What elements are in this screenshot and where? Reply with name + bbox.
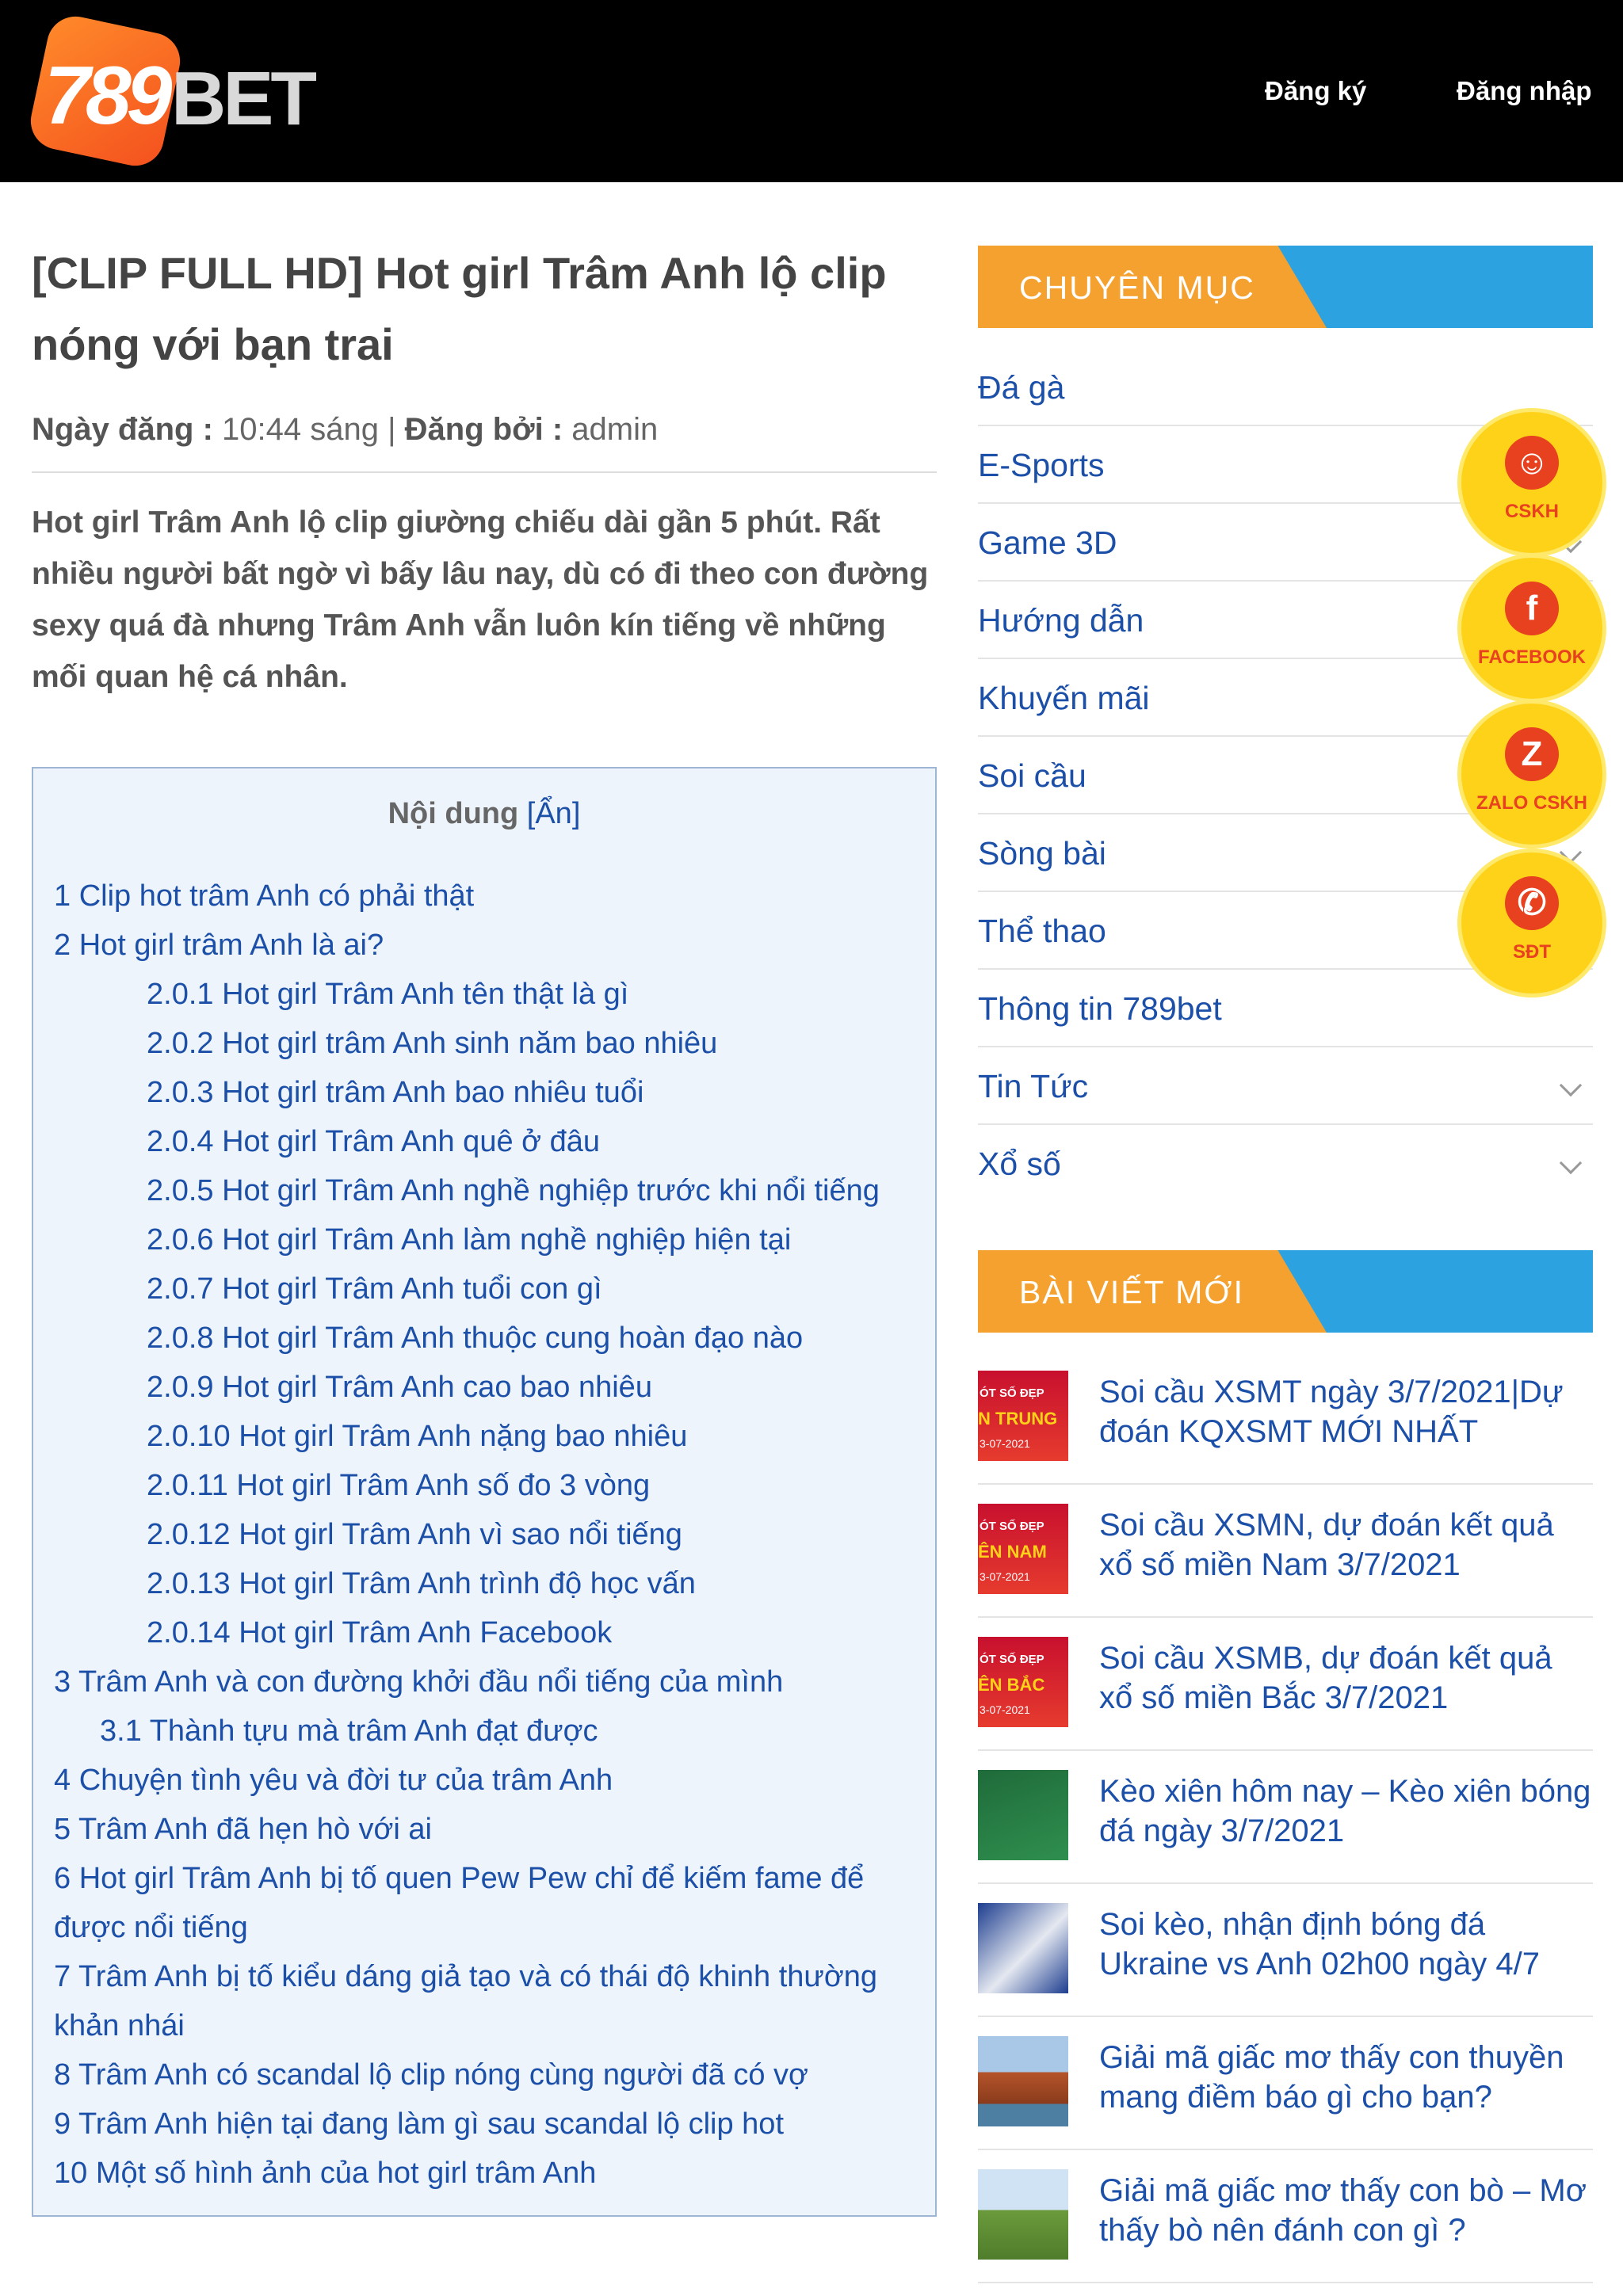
date-value: 10:44 sáng [222, 412, 379, 447]
category-label[interactable]: Hướng dẫn [978, 602, 1144, 639]
toc-toggle[interactable]: [Ẩn] [526, 797, 581, 830]
toc-item[interactable]: 3.1 Thành tựu mà trâm Anh đạt được [100, 1714, 598, 1748]
categories-header [978, 246, 1593, 328]
post-item[interactable] [978, 2017, 1593, 2150]
logo-number: 789 [44, 50, 168, 142]
site-logo[interactable] [30, 11, 314, 174]
thumbnail-text: 3-07-2021 [980, 1703, 1030, 1716]
category-label[interactable]: Sòng bài [978, 835, 1106, 871]
toc-title: Nội dung [388, 797, 519, 830]
site-header [0, 0, 1623, 182]
toc-item[interactable]: 9 Trâm Anh hiện tại đang làm gì sau scandal lộ clip hot [54, 2107, 784, 2141]
post-title-link[interactable]: Soi cầu XSMB, dự đoán kết quả xổ số miền Bắc 3/7/2021 [1099, 1641, 1552, 1715]
date-label: Ngày đăng : [32, 412, 213, 447]
category-item[interactable] [978, 1125, 1593, 1203]
chevron-down-icon[interactable] [1560, 1152, 1582, 1174]
category-label[interactable]: Thể thao [978, 913, 1106, 949]
toc-item[interactable]: 2.0.12 Hot girl Trâm Anh vì sao nổi tiếng [147, 1518, 682, 1551]
author-label: Đăng bởi : [404, 412, 563, 447]
thumbnail-text: ÓT SỐ ĐẸP [980, 1653, 1044, 1666]
toc-item[interactable]: 10 Một số hình ảnh của hot girl trâm Anh [54, 2157, 597, 2190]
contact-label: CSKH [1504, 501, 1559, 522]
post-title-link[interactable]: Giải mã giấc mơ thấy con thuyền mang điềm báo gì cho bạn? [1099, 2040, 1564, 2115]
categories-title: CHUYÊN MỤC [1019, 269, 1255, 306]
toc-item[interactable]: 2.0.2 Hot girl trâm Anh sinh năm bao nhiêu [147, 1027, 718, 1060]
thumbnail-text: ÊN NAM [978, 1542, 1047, 1562]
thumbnail-text: ÓT SỐ ĐẸP [980, 1386, 1044, 1400]
category-label[interactable]: E-Sports [978, 447, 1105, 483]
article-meta [32, 412, 937, 448]
post-thumbnail[interactable] [978, 1770, 1068, 1860]
toc-item[interactable]: 4 Chuyện tình yêu và đời tư của trâm Anh [54, 1764, 613, 1797]
thumbnail-text: 3-07-2021 [980, 1570, 1030, 1583]
new-posts-header [978, 1250, 1593, 1333]
post-title-link[interactable]: Soi cầu XSMT ngày 3/7/2021|Dự đoán KQXSMT MỚI NHẤT [1099, 1375, 1564, 1449]
toc-item[interactable]: 2.0.7 Hot girl Trâm Anh tuổi con gì [147, 1272, 602, 1306]
category-label[interactable]: Tin Tức [978, 1068, 1089, 1104]
meta-separator: | [388, 412, 396, 447]
post-item[interactable] [978, 2150, 1593, 2283]
category-label[interactable]: Thông tin 789bet [978, 990, 1222, 1027]
post-thumbnail[interactable] [978, 1371, 1068, 1461]
logo-word: BET [171, 56, 314, 141]
post-item[interactable] [978, 1485, 1593, 1618]
cskh-button[interactable] [1461, 412, 1602, 553]
thumbnail-text: ÓT SỐ ĐẸP [980, 1520, 1044, 1533]
category-label[interactable]: Khuyến mãi [978, 680, 1150, 716]
toc-list [54, 871, 915, 2198]
article [32, 238, 937, 703]
category-item[interactable] [978, 349, 1593, 426]
toc-item[interactable]: 2 Hot girl trâm Anh là ai? [54, 929, 384, 962]
headset-icon: ☺ [1505, 436, 1559, 490]
category-label[interactable]: Đá gà [978, 369, 1065, 406]
new-posts-list [978, 1352, 1593, 2283]
thumbnail-text: N TRUNG [978, 1409, 1058, 1428]
post-title-link[interactable]: Giải mã giấc mơ thấy con bò – Mơ thấy bò nên đánh con gì ? [1099, 2173, 1587, 2248]
toc-item[interactable]: 3 Trâm Anh và con đường khởi đầu nổi tiếng của mình [54, 1665, 784, 1699]
post-title-link[interactable]: Soi cầu XSMN, dự đoán kết quả xổ số miền Nam 3/7/2021 [1099, 1508, 1554, 1582]
toc-item[interactable]: 5 Trâm Anh đã hẹn hò với ai [54, 1813, 432, 1846]
contact-label: ZALO CSKH [1476, 792, 1587, 814]
toc-item[interactable]: 2.0.3 Hot girl trâm Anh bao nhiêu tuổi [147, 1076, 644, 1109]
login-link[interactable]: Đăng nhập [1457, 76, 1592, 105]
article-title: [CLIP FULL HD] Hot girl Trâm Anh lộ clip nóng với bạn trai [32, 248, 887, 369]
toc-item[interactable]: 6 Hot girl Trâm Anh bị tố quen Pew Pew chỉ để kiếm fame để được nổi tiếng [54, 1862, 865, 1944]
sđt-button[interactable] [1461, 852, 1602, 994]
post-thumbnail[interactable] [978, 2036, 1068, 2126]
category-label[interactable]: Soi cầu [978, 757, 1086, 794]
table-of-contents [32, 767, 937, 2217]
category-item[interactable] [978, 1047, 1593, 1125]
facebook-button[interactable] [1461, 558, 1602, 699]
post-item[interactable] [978, 1751, 1593, 1884]
post-thumbnail[interactable] [978, 1504, 1068, 1594]
thumbnail-text: 3-07-2021 [980, 1437, 1030, 1450]
new-posts-title: BÀI VIẾT MỚI [1019, 1274, 1244, 1310]
post-thumbnail[interactable] [978, 1903, 1068, 1993]
phone-icon: ✆ [1505, 876, 1559, 930]
toc-item[interactable]: 2.0.13 Hot girl Trâm Anh trình độ học vấn [147, 1567, 696, 1600]
post-item[interactable] [978, 1884, 1593, 2017]
toc-item[interactable]: 2.0.9 Hot girl Trâm Anh cao bao nhiêu [147, 1371, 652, 1404]
category-label[interactable]: Game 3D [978, 524, 1117, 561]
toc-item[interactable]: 2.0.14 Hot girl Trâm Anh Facebook [147, 1616, 613, 1650]
facebook-icon: f [1505, 582, 1559, 635]
chevron-down-icon[interactable] [1560, 1074, 1582, 1097]
post-title-link[interactable]: Kèo xiên hôm nay – Kèo xiên bóng đá ngày 3/7/2021 [1099, 1774, 1591, 1848]
toc-item[interactable]: 2.0.8 Hot girl Trâm Anh thuộc cung hoàn đạo nào [147, 1322, 804, 1355]
register-link[interactable]: Đăng ký [1265, 76, 1367, 105]
toc-header [33, 797, 935, 831]
post-item[interactable] [978, 1618, 1593, 1751]
toc-item[interactable]: 2.0.10 Hot girl Trâm Anh nặng bao nhiêu [147, 1420, 688, 1453]
toc-item[interactable]: 2.0.6 Hot girl Trâm Anh làm nghề nghiệp hiện tại [147, 1223, 792, 1257]
category-label[interactable]: Xổ số [978, 1146, 1061, 1182]
author-value: admin [571, 412, 659, 447]
zalo-icon: Z [1505, 727, 1559, 781]
post-thumbnail[interactable] [978, 2169, 1068, 2260]
post-thumbnail[interactable] [978, 1637, 1068, 1727]
meta-divider [32, 471, 937, 473]
post-title-link[interactable]: Soi kèo, nhận định bóng đá Ukraine vs Anh 02h00 ngày 4/7 [1099, 1907, 1540, 1981]
toc-item[interactable]: 1 Clip hot trâm Anh có phải thật [54, 879, 475, 913]
post-item[interactable] [978, 1352, 1593, 1485]
thumbnail-text: ÊN BẮC [978, 1675, 1045, 1695]
toc-item[interactable]: 2.0.5 Hot girl Trâm Anh nghề nghiệp trước khi nổi tiếng [147, 1174, 880, 1207]
contact-label: FACEBOOK [1477, 646, 1586, 668]
zalo-cskh-button[interactable] [1461, 704, 1602, 845]
toc-item[interactable]: 2.0.4 Hot girl Trâm Anh quê ở đâu [147, 1125, 601, 1158]
article-intro: Hot girl Trâm Anh lộ clip giường chiếu dài gần 5 phút. Rất nhiều người bất ngờ vì bấy lâu nay, dù có đi theo con đường sexy quá đà nhưng Trâm Anh vẫn luôn kín tiếng về những mối quan hệ cá nhân. [32, 505, 929, 694]
toc-item[interactable]: 7 Trâm Anh bị tố kiểu dáng giả tạo và có thái độ khinh thường khản nhái [54, 1960, 878, 2042]
toc-item[interactable]: 2.0.1 Hot girl Trâm Anh tên thật là gì [147, 978, 629, 1011]
toc-item[interactable]: 2.0.11 Hot girl Trâm Anh số đo 3 vòng [147, 1469, 651, 1502]
contact-label: SĐT [1513, 941, 1551, 963]
toc-item[interactable]: 8 Trâm Anh có scandal lộ clip nóng cùng người đã có vợ [54, 2058, 808, 2092]
